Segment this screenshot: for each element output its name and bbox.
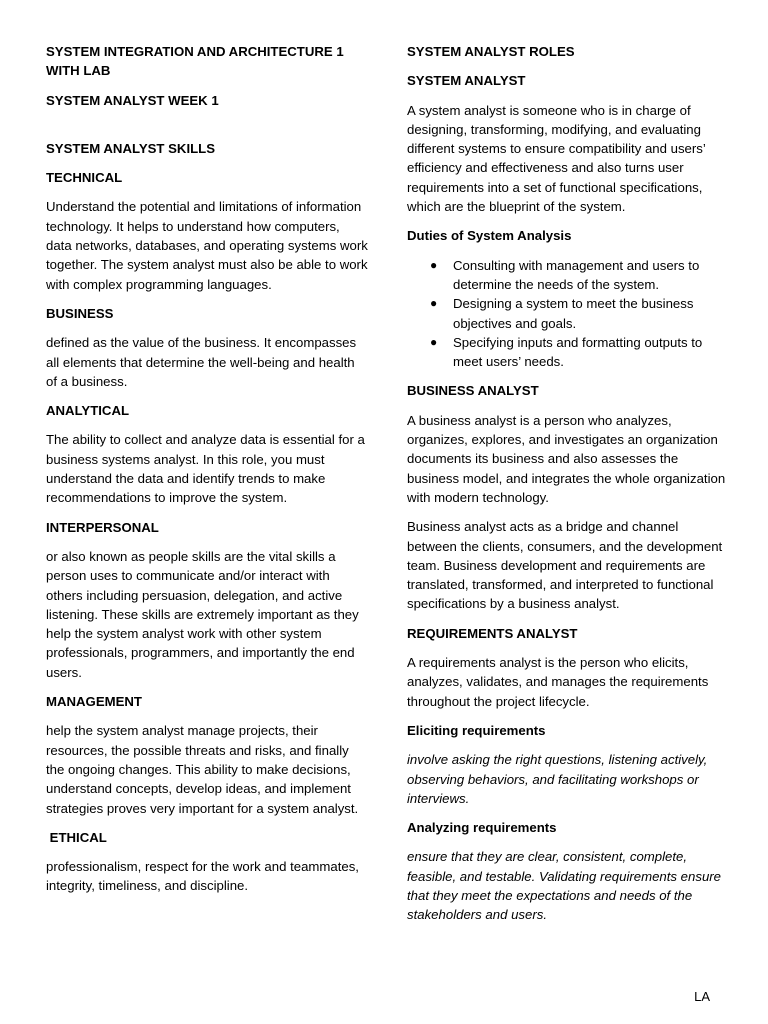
analyzing-heading: Analyzing requirements [407, 820, 557, 836]
skills-heading: SYSTEM ANALYST SKILLS [46, 140, 216, 156]
interpersonal-heading: INTERPERSONAL [46, 519, 159, 535]
course-title: SYSTEM INTEGRATION AND ARCHITECTURE 1 WITH LAB [46, 44, 344, 79]
analyzing-text: ensure that they are clear, consistent, complete, feasible, and testable. Validating requirements ensure that they meet the expectations and needs of the stakeholders and users. [407, 849, 722, 923]
eliciting-text: involve asking the right questions, listening actively, observing behaviors, and facilitating workshops or interviews. [407, 752, 708, 806]
duties-heading: Duties of System Analysis [407, 228, 572, 244]
duty-text: Designing a system to meet the business objectives and goals. [453, 296, 694, 331]
right-column [407, 42, 727, 935]
interpersonal-text: or also known as people skills are the vital skills a person uses to communicate and/or interact with others including persuasion, delegation, and active listening. These skills are extremely important as they help the system analyst work with other system professionals, programmers, and importantly the end users. [46, 548, 359, 680]
analytical-heading: ANALYTICAL [46, 403, 130, 419]
business-text: defined as the value of the business. It encompasses all elements that determine the well-being and health of a business. [46, 335, 357, 389]
list-item [407, 256, 727, 295]
system-analyst-heading: SYSTEM ANALYST [407, 73, 526, 89]
technical-text: Understand the potential and limitations of information technology. It helps to understand how computers, data networks, databases, and operating systems work together. The system analyst must also be able to work with complex programming languages. [46, 199, 368, 292]
eliciting-heading: Eliciting requirements [407, 722, 546, 738]
duties-list [407, 256, 727, 372]
technical-heading: TECHNICAL [46, 170, 123, 186]
business-analyst-text-1: A business analyst is a person who analyzes, organizes, explores, and investigates an organization documents its business and also assesses the business model, and integrates the whole organization with modern technology. [407, 412, 726, 505]
spacer [46, 120, 368, 139]
analytical-text: The ability to collect and analyze data is essential for a business systems analyst. In this role, you must understand the data and identify trends to make recommendations to improve the system. [46, 432, 365, 506]
week-title: SYSTEM ANALYST WEEK 1 [46, 92, 219, 108]
management-heading: MANAGEMENT [46, 694, 142, 710]
system-analyst-text: A system analyst is someone who is in charge of designing, transforming, modifying, and evaluating different systems to ensure compatibility and users’ efficiency and effectiveness and also turns user requirements into a set of functional specifications, which are the blueprint of the system. [407, 102, 706, 215]
bullet-icon: ● [430, 257, 438, 272]
list-item [407, 333, 727, 372]
requirements-analyst-text: A requirements analyst is the person who elicits, analyzes, validates, and manages the requirements throughout the project lifecycle. [407, 655, 709, 709]
roles-heading: SYSTEM ANALYST ROLES [407, 44, 575, 59]
business-analyst-text-2: Business analyst acts as a bridge and channel between the clients, consumers, and the development team. Business development and requirements are translated, transformed, and interpreted to functional specifications by a business analyst. [407, 519, 723, 612]
left-column [46, 42, 368, 906]
management-text: help the system analyst manage projects, their resources, the possible threats and risks, and finally the ongoing changes. This ability to make decisions, understand concepts, develop ideas, and implement strategies proves very important for a system analyst. [46, 723, 359, 816]
business-heading: BUSINESS [46, 305, 114, 321]
duty-text: Specifying inputs and formatting outputs to meet users’ needs. [453, 334, 703, 370]
bullet-icon: ● [430, 296, 438, 311]
ethical-text: professionalism, respect for the work and teammates, integrity, timeliness, and discipline. [46, 859, 359, 894]
list-item [407, 294, 727, 333]
business-analyst-heading: BUSINESS ANALYST [407, 383, 539, 399]
ethical-heading: ETHICAL [46, 829, 107, 845]
footer-initials: LA [694, 989, 710, 1004]
duty-text: Consulting with management and users to determine the needs of the system. [453, 257, 700, 292]
bullet-icon: ● [430, 334, 438, 349]
requirements-analyst-heading: REQUIREMENTS ANALYST [407, 625, 578, 641]
